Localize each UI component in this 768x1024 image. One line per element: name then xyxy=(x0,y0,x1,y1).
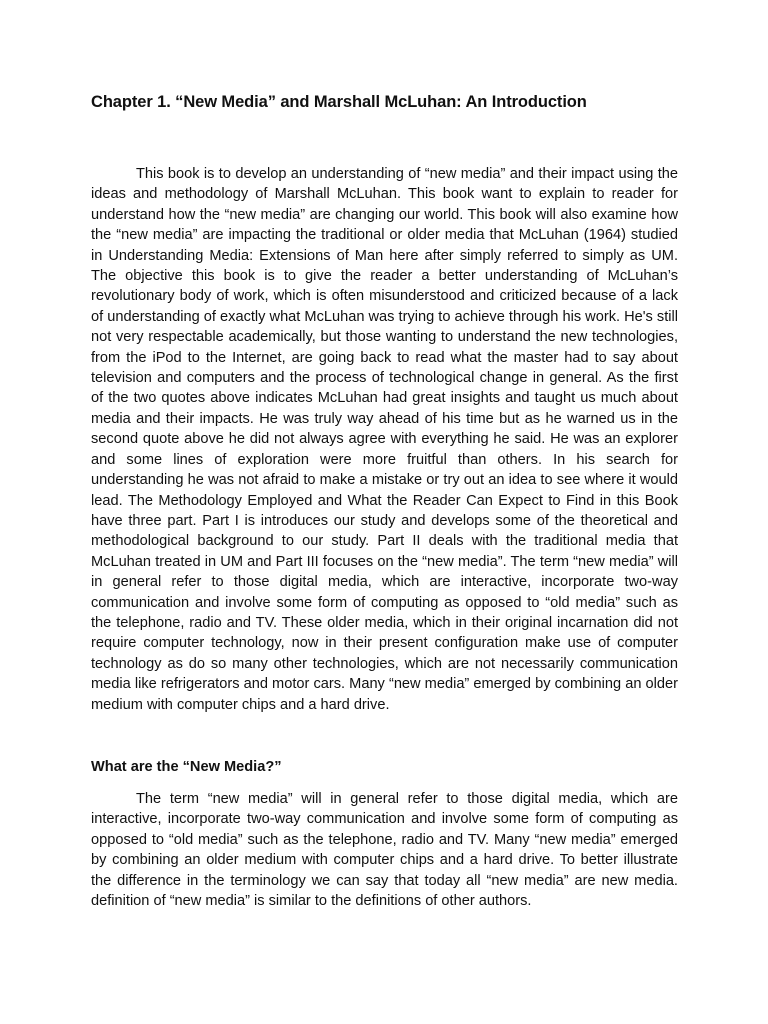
section-heading: What are the “New Media?” xyxy=(91,759,282,775)
document-page xyxy=(91,0,678,1024)
chapter-title: Chapter 1. “New Media” and Marshall McLuhan: An Introduction xyxy=(91,93,587,111)
intro-paragraph: This book is to develop an understanding of “new media” and their impact using the ideas and methodology of Marshall McLuhan. This book want to explain to reader for understand how the “new media” are changing our world. This book will also examine how the “new media” are impacting the traditional or older media that McLuhan (1964) studied in Understanding Media: Extensions of Man here after simply referred to simply as UM. The objective this book is to give the reader a better understanding of McLuhan’s revolutionary body of work, which is often misunderstood and criticized because of a lack of understanding of exactly what McLuhan was trying to achieve through his work. He's still not very respectable academically, but those wanting to understand the new technologies, from the iPod to the Internet, are going back to read what the master had to say about television and computers and the process of technological change in general. As the first of the two quotes above indicates McLuhan had great insights and taught us much about media and their impacts. He was truly way ahead of his time but as he warned us in the second quote above he did not always agree with everything he said. He was an explorer and some lines of exploration were more fruitful than others. In his search for understanding he was not afraid to make a mistake or try out an idea to see where it would lead. The Methodology Employed and What the Reader Can Expect to Find in this Book have three part. Part I is introduces our study and develops some of the theoretical and methodological background to our study. Part II deals with the traditional media that McLuhan treated in UM and Part III focuses on the “new media”. The term “new media” will in general refer to those digital media, which are interactive, incorporate two-way communication and involve some form of computing as opposed to “old media” such as the telephone, radio and TV. These older media, which in their original incarnation did not require computer technology, now in their present configuration make use of computer technology as do so many other technologies, which are not necessarily communication media like refrigerators and motor cars. Many “new media” emerged by combining an older medium with computer chips and a hard drive. xyxy=(91,166,678,713)
new-media-paragraph: The term “new media” will in general refer to those digital media, which are interactive, incorporate two-way communication and involve some form of computing as opposed to “old media” such as the telephone, radio and TV. Many “new media” emerged by combining an older medium with computer chips and a hard drive. To better illustrate the difference in the terminology we can say that today all “new media” are new media. definition of “new media” is similar to the definitions of other authors. xyxy=(91,791,678,910)
